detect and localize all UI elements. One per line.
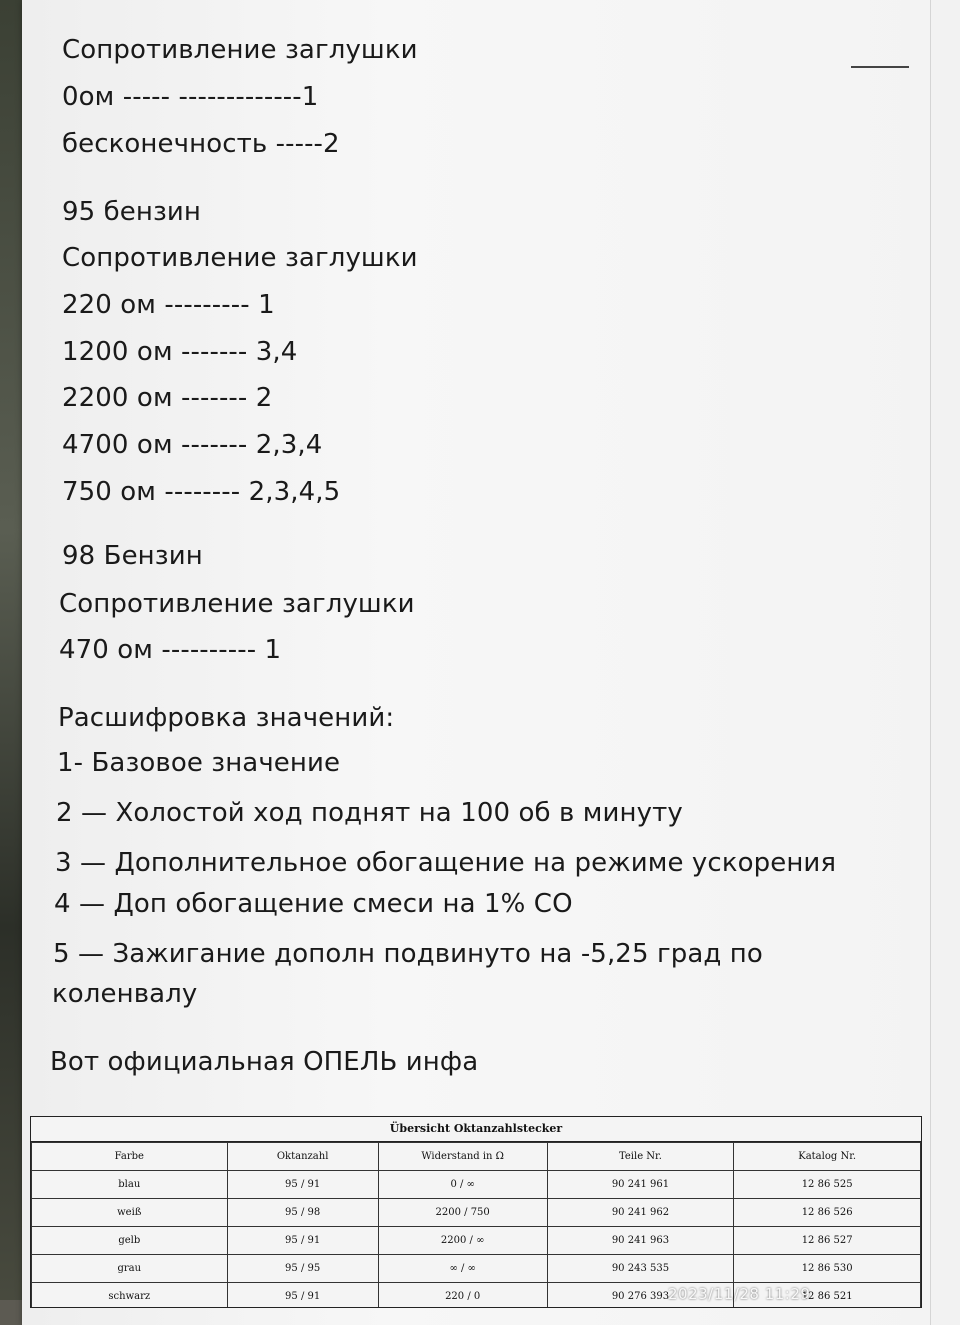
table-cell: 12 86 527 — [734, 1227, 921, 1255]
fuel-95-heading: 95 бензин — [62, 197, 201, 227]
table-cell: 90 241 961 — [547, 1171, 734, 1199]
plug-resistance-heading: Сопротивление заглушки — [62, 243, 418, 273]
table-cell: 95 / 91 — [227, 1227, 378, 1255]
header-katalog-nr: Katalog Nr. — [734, 1143, 921, 1171]
resistance-line-infinity: бесконечность -----2 — [62, 129, 340, 159]
resistance-line-1200: 1200 ом ------- 3,4 — [62, 337, 298, 367]
table-cell: 2200 / ∞ — [378, 1227, 547, 1255]
table-cell: 90 241 963 — [547, 1227, 734, 1255]
table-cell: blau — [32, 1171, 228, 1199]
table-row — [32, 1171, 921, 1199]
resistance-line-2200: 2200 ом ------- 2 — [62, 383, 273, 413]
table-cell: 12 86 525 — [734, 1171, 921, 1199]
official-info-line: Вот официальная ОПЕЛЬ инфа — [50, 1047, 479, 1077]
resistance-line-4700: 4700 ом ------- 2,3,4 — [62, 430, 323, 460]
header-teile-nr: Teile Nr. — [547, 1143, 734, 1171]
decode-heading: Расшифровка значений: — [58, 703, 395, 733]
decode-item-5-continued: коленвалу — [52, 979, 198, 1009]
table-cell: 2200 / 750 — [378, 1199, 547, 1227]
header-farbe: Farbe — [32, 1143, 228, 1171]
table-cell: 12 86 521 — [734, 1283, 921, 1309]
decode-item-2: 2 — Холостой ход поднят на 100 об в минуту — [56, 798, 683, 828]
header-widerstand: Widerstand in Ω — [378, 1143, 547, 1171]
table-cell: 90 243 535 — [547, 1255, 734, 1283]
table-cell: 95 / 98 — [227, 1199, 378, 1227]
resistance-line-750: 750 ом -------- 2,3,4,5 — [62, 477, 341, 507]
table-cell: ∞ / ∞ — [378, 1255, 547, 1283]
plug-resistance-heading: Сопротивление заглушки — [59, 589, 415, 619]
photo-timestamp: 2023/11/28 11:29 — [668, 1285, 811, 1303]
table-title: Übersicht Oktanzahlstecker — [31, 1117, 921, 1142]
table-cell: weiß — [32, 1199, 228, 1227]
plug-resistance-heading: Сопротивление заглушки — [62, 35, 418, 65]
table-row — [32, 1227, 921, 1255]
dash-mark — [851, 66, 909, 68]
table-row — [32, 1255, 921, 1283]
table-row — [32, 1199, 921, 1227]
resistance-line-0ohm: 0ом ----- -------------1 — [62, 82, 319, 112]
table-header-row — [32, 1143, 921, 1171]
decode-item-1: 1- Базовое значение — [57, 748, 341, 778]
resistance-line-470: 470 ом ---------- 1 — [59, 635, 282, 665]
table-cell: 95 / 91 — [227, 1283, 378, 1309]
octane-table-grid — [31, 1142, 921, 1308]
table-cell: 90 276 393 — [547, 1283, 734, 1309]
table-cell: gelb — [32, 1227, 228, 1255]
octane-plug-table — [30, 1116, 922, 1308]
table-cell: 95 / 95 — [227, 1255, 378, 1283]
table-cell: 0 / ∞ — [378, 1171, 547, 1199]
header-oktanzahl: Oktanzahl — [227, 1143, 378, 1171]
table-cell: 95 / 91 — [227, 1171, 378, 1199]
table-cell: grau — [32, 1255, 228, 1283]
resistance-line-220: 220 ом --------- 1 — [62, 290, 275, 320]
decode-item-3: 3 — Дополнительное обогащение на режиме ускорения — [55, 848, 837, 878]
table-cell: 90 241 962 — [547, 1199, 734, 1227]
table-cell: 12 86 526 — [734, 1199, 921, 1227]
table-cell: 220 / 0 — [378, 1283, 547, 1309]
decode-item-5: 5 — Зажигание дополн подвинуто на -5,25 град по — [53, 939, 763, 969]
table-cell: schwarz — [32, 1283, 228, 1309]
paper-stack-edge — [930, 0, 960, 1325]
fuel-98-heading: 98 Бензин — [62, 541, 203, 571]
table-cell: 12 86 530 — [734, 1255, 921, 1283]
decode-item-4: 4 — Доп обогащение смеси на 1% CO — [54, 889, 573, 919]
